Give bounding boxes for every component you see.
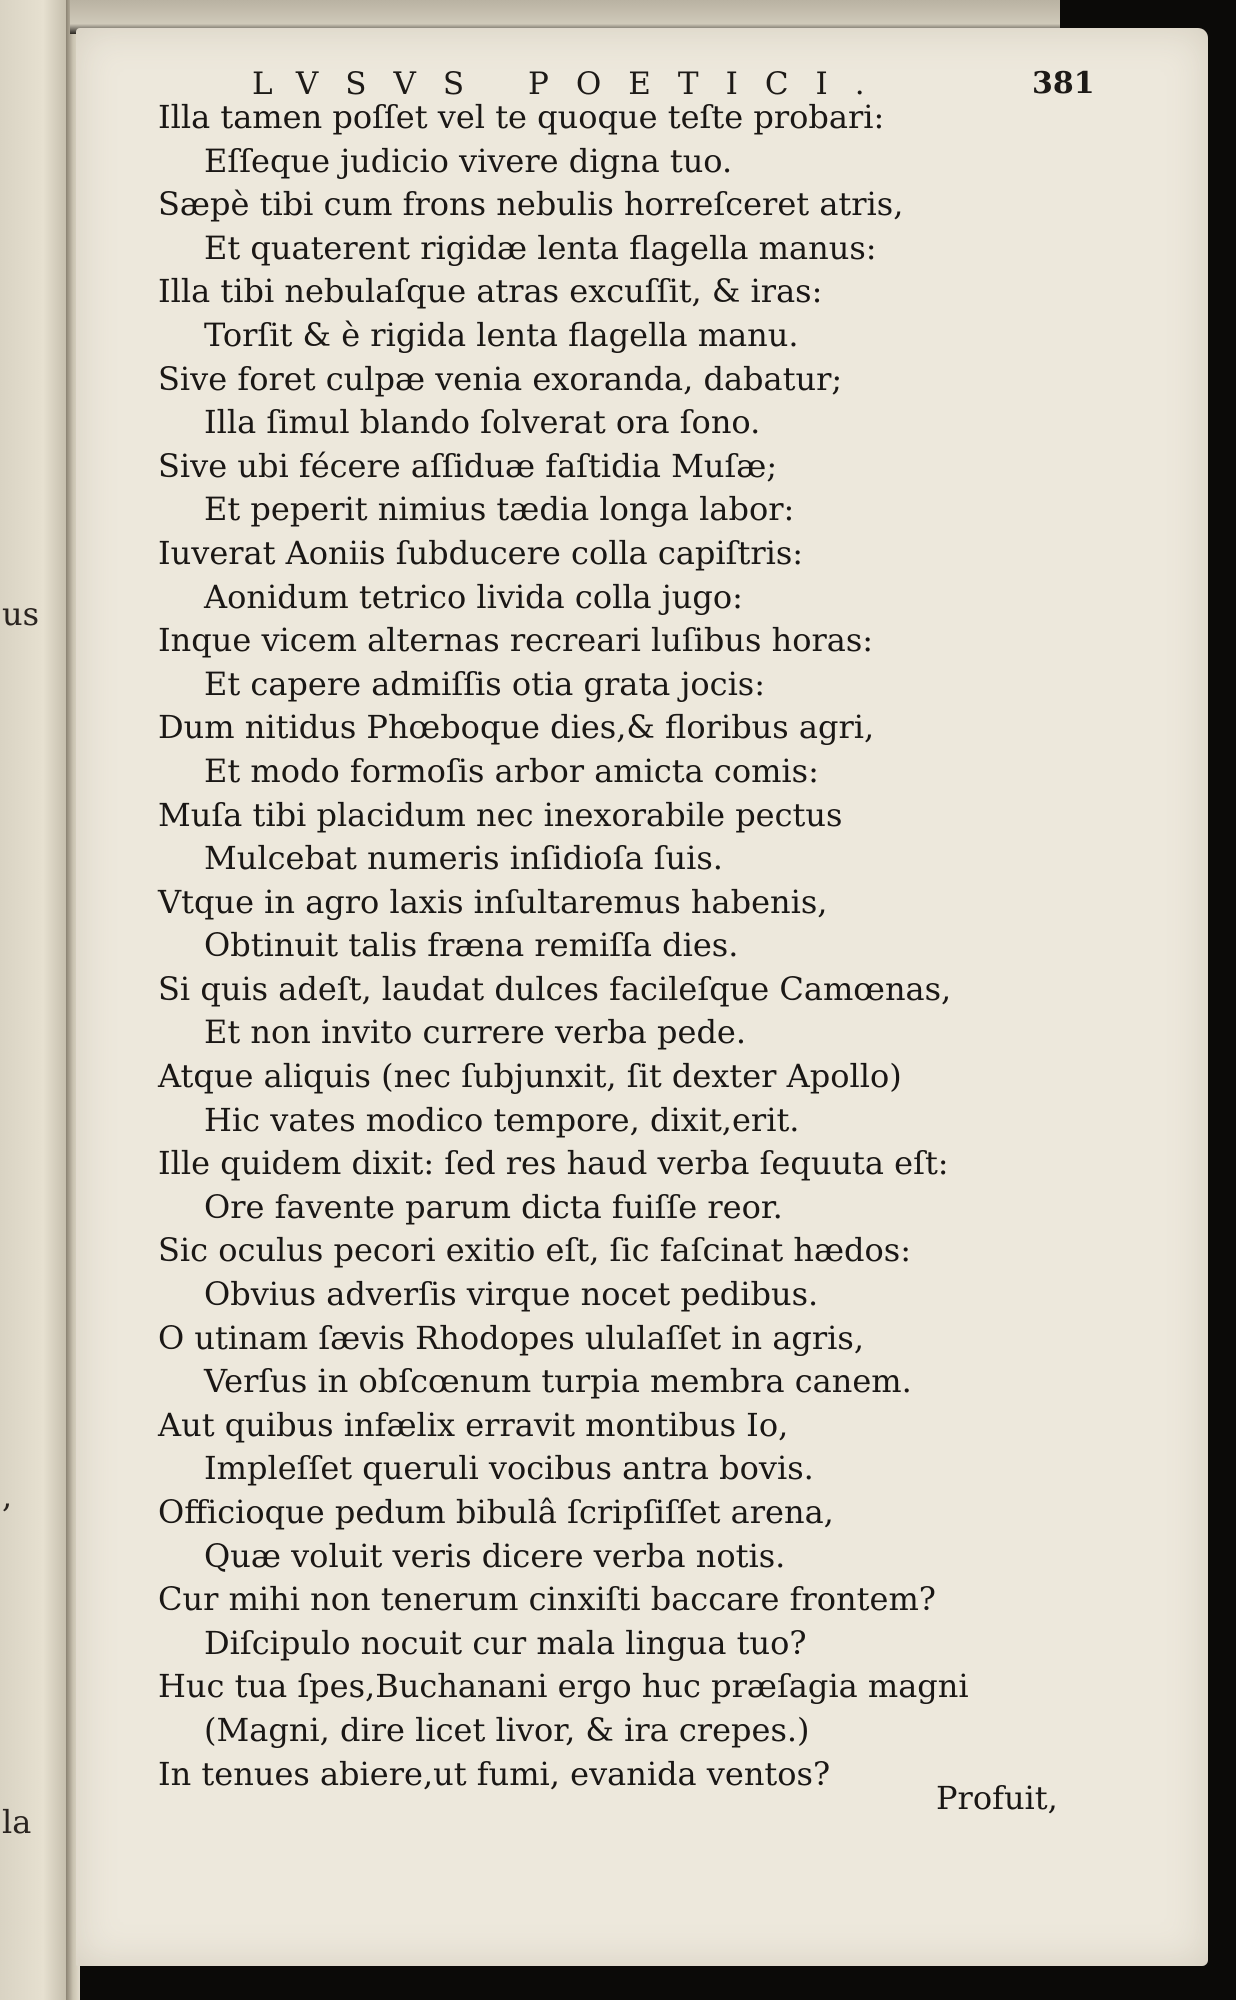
running-head: LVSVS POETICI. — [252, 66, 892, 102]
verse-line: Cur mihi non tenerum cinxiſti baccare frontem? — [158, 1580, 936, 1619]
page-number: 381 — [1032, 66, 1095, 101]
verse-line: Et modo formoſis arbor amicta comis: — [204, 751, 819, 790]
verse-line: Illa tamen poſſet vel te quoque teſte probari: — [158, 98, 885, 136]
verse-line: Sæpè tibi cum frons nebulis horreſceret atris, — [158, 185, 904, 224]
verse-line: Vtque in agro laxis inſultaremus habenis, — [158, 882, 828, 921]
verse-line: Torſit & è rigida lenta flagella manu. — [204, 315, 799, 354]
verse-line: Si quis adeſt, laudat dulces facileſque Camœnas, — [158, 969, 952, 1008]
previous-page-edge — [0, 0, 72, 2000]
verse-line: Ille quidem dixit: ſed res haud verba ſequuta eſt: — [158, 1144, 949, 1183]
verse-line: Hic vates modico tempore, dixit,erit. — [204, 1100, 800, 1139]
verse-line: Illa tibi nebulaſque atras excuſſit, & iras: — [158, 272, 823, 311]
verse-line: Quæ voluit veris dicere verba notis. — [204, 1536, 786, 1575]
verse-line: In tenues abiere,ut fumi, evanida ventos? — [158, 1754, 831, 1793]
verse-line: Ore favente parum dicta fuiſſe reor. — [204, 1187, 783, 1226]
verse-line: Aonidum tetrico livida colla jugo: — [204, 577, 743, 616]
verse-line: Officioque pedum bibulâ ſcripſiſſet arena, — [158, 1493, 834, 1531]
verse-line: Verſus in obſcœnum turpia membra canem. — [204, 1362, 912, 1401]
verse-line: Sive ubi fécere aſſiduæ faſtidia Muſæ; — [158, 446, 778, 485]
verse-line: Impleſſet queruli vocibus antra bovis. — [204, 1449, 814, 1488]
verse-line: (Magni, dire licet livor, & ira crepes.) — [204, 1710, 810, 1749]
verse-line: Et quaterent rigidæ lenta flagella manus: — [204, 228, 877, 267]
verse-line: Aut quibus infælix erravit montibus Io, — [158, 1405, 789, 1444]
verse-line: Illa ſimul blando ſolverat ora ſono. — [204, 403, 761, 442]
verse-line: Et non invito currere verba pede. — [204, 1013, 747, 1052]
catchword: Profuit, — [936, 1779, 1058, 1817]
poem-text — [158, 96, 1078, 1796]
verse-line: Sive foret culpæ venia exoranda, dabatur; — [158, 359, 843, 398]
verse-line: Et peperit nimius tædia longa labor: — [204, 490, 795, 529]
verse-line: Dum nitidus Phœboque dies,& floribus agri, — [158, 708, 875, 747]
verse-line: Obtinuit talis fræna remiſſa dies. — [204, 926, 739, 965]
previous-page-fragment: la — [2, 1803, 32, 1841]
verse-line: Sic oculus pecori exitio eſt, ſic faſcinat hædos: — [158, 1231, 911, 1270]
verse-line: Diſcipulo nocuit cur mala lingua tuo? — [204, 1623, 807, 1662]
verse-line: Atque aliquis (nec ſubjunxit, ſit dexter Apollo) — [158, 1057, 902, 1096]
verse-line: Muſa tibi placidum nec inexorabile pectus — [158, 795, 843, 834]
verse-line: Obvius adverſis virque nocet pedibus. — [204, 1275, 819, 1314]
previous-page-fragment: us — [2, 595, 40, 633]
verse-line: O utinam ſævis Rhodopes ululaſſet in agris, — [158, 1318, 864, 1357]
verse-line: Huc tua ſpes,Buchanani ergo huc præſagia magni — [158, 1667, 969, 1706]
previous-page-fragment: , — [2, 1477, 13, 1515]
verse-line: Iuverat Aoniis ſubducere colla capiſtris: — [158, 533, 804, 572]
verse-line: Mulcebat numeris inſidioſa ſuis. — [204, 839, 723, 878]
verse-line: Eſſeque judicio vivere digna tuo. — [204, 141, 733, 180]
verse-line: Et capere admiſſis otia grata jocis: — [204, 664, 765, 703]
verse-line: Inque vicem alternas recreari luſibus horas: — [158, 621, 874, 660]
